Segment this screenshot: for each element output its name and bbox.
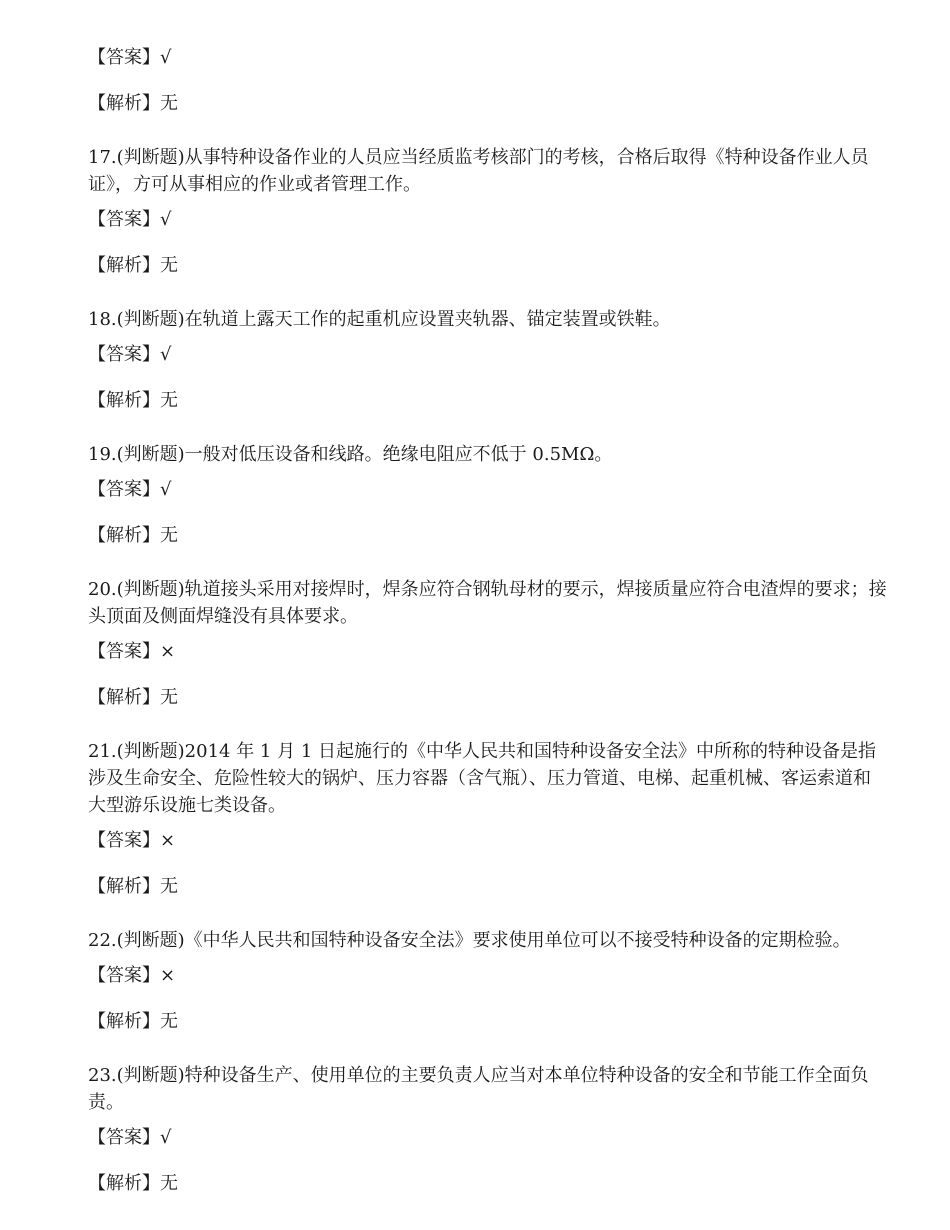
question-block-22	[88, 927, 888, 1035]
answer-line: 【答案】×	[88, 965, 176, 986]
analysis-line: 【解析】无	[88, 1011, 178, 1032]
question-text: 21.(判断题)2014 年 1 月 1 日起施行的《中华人民共和国特种设备安全法》中所称的特种设备是指涉及生命安全、危险性较大的锅炉、压力容器（含气瓶）、压力管道、电梯、起重机械、客运索道和大型游乐设施七类设备。	[88, 741, 876, 816]
question-text: 19.(判断题)一般对低压设备和线路。绝缘电阻应不低于 0.5MΩ。	[88, 444, 613, 465]
analysis-line: 【解析】无	[88, 687, 178, 708]
question-text: 20.(判断题)轨道接头采用对接焊时，焊条应符合钢轨母材的要示，焊接质量应符合电渣焊的要求；接头顶面及侧面焊缝没有具体要求。	[88, 579, 887, 627]
answer-line: 【答案】×	[88, 830, 176, 851]
analysis-line: 【解析】无	[88, 255, 178, 276]
answer-line: 【答案】√	[88, 1127, 172, 1148]
question-block-16-tail	[88, 44, 888, 117]
question-block-20	[88, 576, 888, 711]
answer-line: 【答案】√	[88, 47, 172, 68]
question-block-19	[88, 441, 888, 549]
analysis-line: 【解析】无	[88, 390, 178, 411]
question-block-23	[88, 1062, 888, 1197]
answer-line: 【答案】×	[88, 641, 176, 662]
analysis-line: 【解析】无	[88, 1173, 178, 1194]
analysis-line: 【解析】无	[88, 525, 178, 546]
question-text: 23.(判断题)特种设备生产、使用单位的主要负责人应当对本单位特种设备的安全和节能工作全面负责。	[88, 1065, 869, 1113]
question-block-17	[88, 144, 888, 279]
answer-line: 【答案】√	[88, 479, 172, 500]
document-page	[88, 44, 888, 1197]
analysis-line: 【解析】无	[88, 93, 178, 114]
question-text: 22.(判断题)《中华人民共和国特种设备安全法》要求使用单位可以不接受特种设备的定期检验。	[88, 930, 851, 951]
analysis-line: 【解析】无	[88, 876, 178, 897]
question-block-18	[88, 306, 888, 414]
question-text: 17.(判断题)从事特种设备作业的人员应当经质监考核部门的考核，合格后取得《特种设备作业人员证》，方可从事相应的作业或者管理工作。	[88, 147, 869, 195]
question-text: 18.(判断题)在轨道上露天工作的起重机应设置夹轨器、锚定装置或铁鞋。	[88, 309, 671, 330]
answer-line: 【答案】√	[88, 344, 172, 365]
answer-line: 【答案】√	[88, 209, 172, 230]
question-block-21	[88, 738, 888, 900]
